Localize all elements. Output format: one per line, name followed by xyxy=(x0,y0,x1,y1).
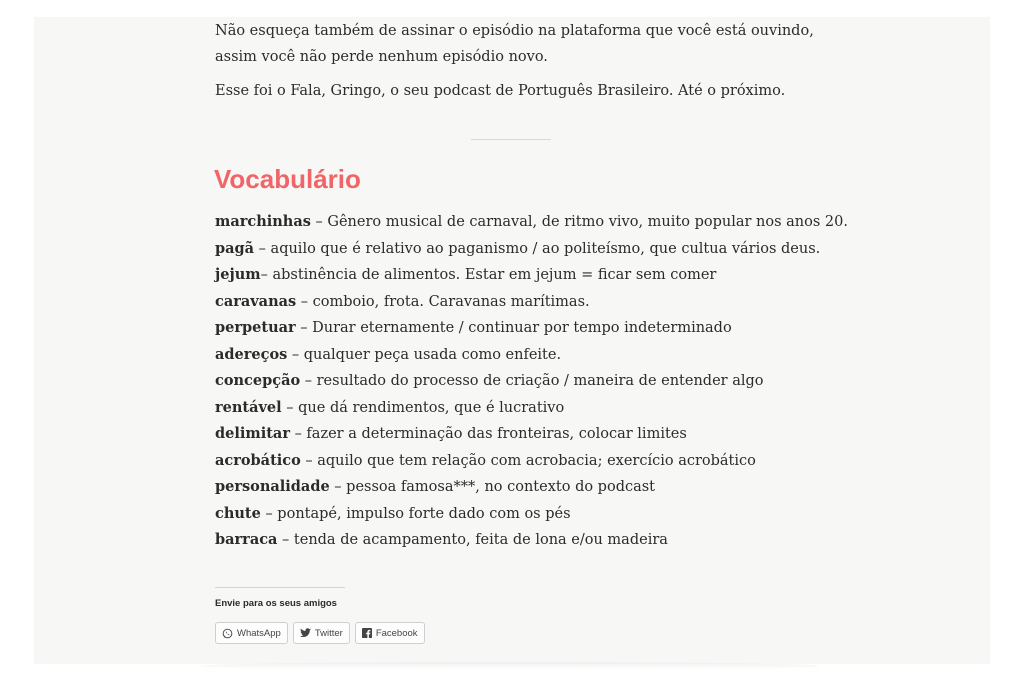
facebook-icon xyxy=(362,628,372,638)
whatsapp-icon xyxy=(222,628,233,639)
twitter-label: Twitter xyxy=(314,627,343,639)
facebook-label: Facebook xyxy=(375,627,418,639)
page-shadow xyxy=(200,662,820,670)
whatsapp-share-button[interactable] xyxy=(215,622,288,644)
vocabulary-list xyxy=(215,209,848,554)
vocab-item xyxy=(215,289,835,316)
share-buttons xyxy=(215,622,425,644)
vocab-definition: – qualquer peça usada como enfeite. xyxy=(287,346,562,363)
whatsapp-label: WhatsApp xyxy=(237,627,281,639)
vocab-definition: – pessoa famosa***, no contexto do podcast xyxy=(329,479,656,495)
vocab-item xyxy=(215,421,835,448)
vocab-term: chute xyxy=(215,504,261,522)
share-title: Envie para os seus amigos xyxy=(215,598,337,609)
vocab-definition: – Gênero musical de carnaval, de ritmo vivo, muito popular nos anos 20. xyxy=(310,214,848,230)
vocab-term: barraca xyxy=(215,531,278,548)
vocab-definition: – que dá rendimentos, que é lucrativo xyxy=(281,399,565,416)
vocab-definition: – fazer a determinação das fronteiras, colocar limites xyxy=(289,426,687,442)
twitter-icon xyxy=(300,628,311,638)
vocab-term: acrobático xyxy=(215,451,301,469)
vocab-term: delimitar xyxy=(215,425,290,442)
vocab-item xyxy=(215,368,835,395)
vocab-definition: – Durar eternamente / continuar por tempo indeterminado xyxy=(295,320,732,336)
vocab-term: adereços xyxy=(215,345,288,363)
vocab-item xyxy=(215,448,835,475)
vocab-item xyxy=(215,527,835,554)
twitter-share-button[interactable] xyxy=(293,622,350,644)
vocab-definition: – pontapé, impulso forte dado com os pés xyxy=(260,505,571,522)
vocab-term: concepção xyxy=(215,372,301,389)
vocab-term: marchinhas xyxy=(215,213,311,230)
vocab-item xyxy=(215,209,848,236)
vocab-item xyxy=(215,474,835,501)
vocab-definition: – aquilo que tem relação com acrobacia; exercício acrobático xyxy=(300,452,756,469)
vocab-term: pagã xyxy=(215,239,255,257)
vocab-term: caravanas xyxy=(215,292,297,310)
vocab-definition: – resultado do processo de criação / maneira de entender algo xyxy=(300,373,764,389)
vocab-definition: – abstinência de alimentos. Estar em jejum = ficar sem comer xyxy=(260,267,717,283)
vocab-item xyxy=(215,342,835,369)
section-divider xyxy=(471,139,551,140)
vocab-definition: – comboio, frota. Caravanas marítimas. xyxy=(296,293,590,310)
vocab-term: perpetuar xyxy=(215,319,296,336)
vocab-item xyxy=(215,395,835,422)
vocab-term: jejum xyxy=(215,266,261,283)
vocab-item xyxy=(215,262,835,289)
vocab-item xyxy=(215,236,835,263)
closing-paragraph: Esse foi o Fala, Gringo, o seu podcast de Português Brasileiro. Até o próximo. xyxy=(215,83,786,99)
vocab-item xyxy=(215,501,835,528)
vocab-definition: – aquilo que é relativo ao paganismo / ao politeísmo, que cultua vários deus. xyxy=(254,240,821,257)
vocab-term: personalidade xyxy=(215,478,330,495)
vocab-term: rentável xyxy=(215,398,282,416)
vocab-definition: – tenda de acampamento, feita de lona e/ou madeira xyxy=(277,532,668,548)
vocab-item xyxy=(215,315,835,342)
article-body xyxy=(215,18,835,104)
share-divider xyxy=(215,587,345,588)
vocabulary-heading: Vocabulário xyxy=(214,164,361,194)
facebook-share-button[interactable] xyxy=(355,622,425,644)
subscribe-paragraph: Não esqueça também de assinar o episódio na plataforma que você está ouvindo, assim você não perde nenhum episódio novo. xyxy=(215,23,814,65)
